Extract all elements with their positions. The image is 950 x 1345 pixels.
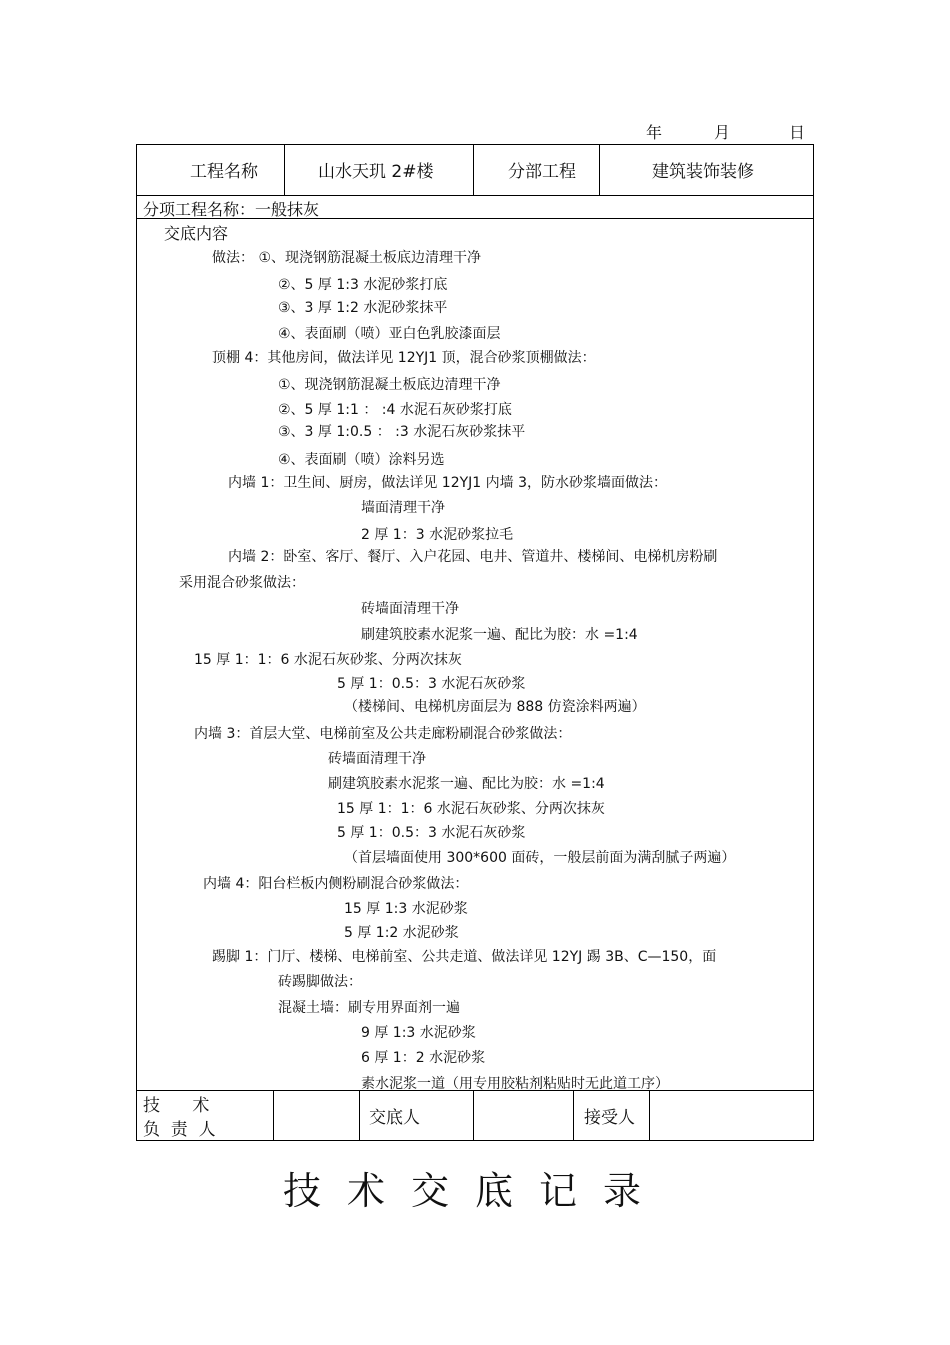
tech-lead-label-2: 负 责 人 xyxy=(143,1120,216,1140)
content-line: 2 厚 1：3 水泥砂浆拉毛 xyxy=(361,527,514,543)
project-name-label: 工程名称 xyxy=(190,162,258,182)
content-line: 15 厚 1:3 水泥砂浆 xyxy=(344,901,468,917)
header-col-divider xyxy=(473,144,474,195)
content-line: 采用混合砂浆做法： xyxy=(179,575,305,591)
division-label: 分部工程 xyxy=(508,162,576,182)
footer-col-divider xyxy=(359,1090,360,1141)
receiver-label: 接受人 xyxy=(584,1108,635,1128)
content-line: 内墙 3：首层大堂、电梯前室及公共走廊粉刷混合砂浆做法： xyxy=(194,726,572,742)
content-line: ④、表面刷（喷）涂料另选 xyxy=(278,452,445,468)
header-col-divider xyxy=(284,144,285,195)
tech-lead-signature-field[interactable] xyxy=(274,1091,359,1140)
date-month-label: 月 xyxy=(714,123,731,142)
content-line: 刷建筑胶素水泥浆一遍、配比为胶：水 =1:4 xyxy=(328,776,605,792)
content-line: （首层墙面使用 300*600 面砖，一般层前面为满刮腻子两遍） xyxy=(344,850,736,866)
content-line: 5 厚 1:2 水泥砂浆 xyxy=(344,925,459,941)
content-line: 混凝土墙：刷专用界面剂一遍 xyxy=(278,1000,460,1016)
content-line: 素水泥浆一道（用专用胶粘剂粘贴时无此道工序） xyxy=(361,1076,669,1092)
content-line: 内墙 1：卫生间、厨房，做法详见 12YJ1 内墙 3，防水砂浆墙面做法： xyxy=(228,475,668,491)
content-line: ①、现浇钢筋混凝土板底边清理干净 xyxy=(278,377,501,393)
division-value: 建筑装饰装修 xyxy=(652,162,754,182)
date-year-label: 年 xyxy=(646,123,663,142)
content-line: ②、5 厚 1:1 ： :4 水泥石灰砂浆打底 xyxy=(278,402,512,418)
handover-signature-field[interactable] xyxy=(474,1091,573,1140)
content-line: 5 厚 1：0.5：3 水泥石灰砂浆 xyxy=(337,825,526,841)
content-line: 5 厚 1：0.5：3 水泥石灰砂浆 xyxy=(337,676,526,692)
header-col-divider xyxy=(599,144,600,195)
header-divider xyxy=(136,195,814,196)
content-line: 内墙 2：卧室、客厅、餐厅、入户花园、电井、管道井、楼梯间、电梯机房粉刷 xyxy=(228,549,718,565)
content-line: ③、3 厚 1:2 水泥砂浆抹平 xyxy=(278,300,448,316)
content-line: ③、3 厚 1:0.5 ： :3 水泥石灰砂浆抹平 xyxy=(278,424,526,440)
content-line: 踢脚 1：门厅、楼梯、电梯前室、公共走道、做法详见 12YJ 踢 3B、C—150，面 xyxy=(212,949,717,965)
document-title: 技术交底记录 xyxy=(282,1169,667,1213)
tech-lead-label-1: 技 术 xyxy=(143,1096,210,1116)
content-line: 墙面清理干净 xyxy=(361,500,445,516)
content-line: 9 厚 1:3 水泥砂浆 xyxy=(361,1025,476,1041)
footer-col-divider xyxy=(573,1090,574,1141)
receiver-signature-field[interactable] xyxy=(650,1091,813,1140)
content-label: 交底内容 xyxy=(164,224,229,243)
content-line: 15 厚 1：1：6 水泥石灰砂浆、分两次抹灰 xyxy=(194,652,462,668)
content-line: 内墙 4：阳台栏板内侧粉刷混合砂浆做法： xyxy=(203,876,469,892)
subitem-name: 分项工程名称：一般抹灰 xyxy=(143,200,320,219)
content-line: 砖墙面清理干净 xyxy=(361,601,459,617)
content-line: ②、5 厚 1:3 水泥砂浆打底 xyxy=(278,277,448,293)
content-line: ④、表面刷（喷）亚白色乳胶漆面层 xyxy=(278,326,501,342)
content-line: 6 厚 1：2 水泥砂浆 xyxy=(361,1050,486,1066)
content-line: （楼梯间、电梯机房面层为 888 仿瓷涂料两遍） xyxy=(344,699,646,715)
content-line: 砖墙面清理干净 xyxy=(328,751,426,767)
content-line: 砖踢脚做法： xyxy=(278,974,362,990)
project-name-value: 山水天玑 2#楼 xyxy=(318,162,434,182)
content-line: 刷建筑胶素水泥浆一遍、配比为胶：水 =1:4 xyxy=(361,627,638,643)
content-line: 做法： ①、现浇钢筋混凝土板底边清理干净 xyxy=(212,250,481,266)
content-line: 15 厚 1：1：6 水泥石灰砂浆、分两次抹灰 xyxy=(337,801,605,817)
handover-person-label: 交底人 xyxy=(369,1108,420,1128)
content-line: 顶棚 4：其他房间，做法详见 12YJ1 顶，混合砂浆顶棚做法： xyxy=(212,350,596,366)
date-day-label: 日 xyxy=(789,123,806,142)
